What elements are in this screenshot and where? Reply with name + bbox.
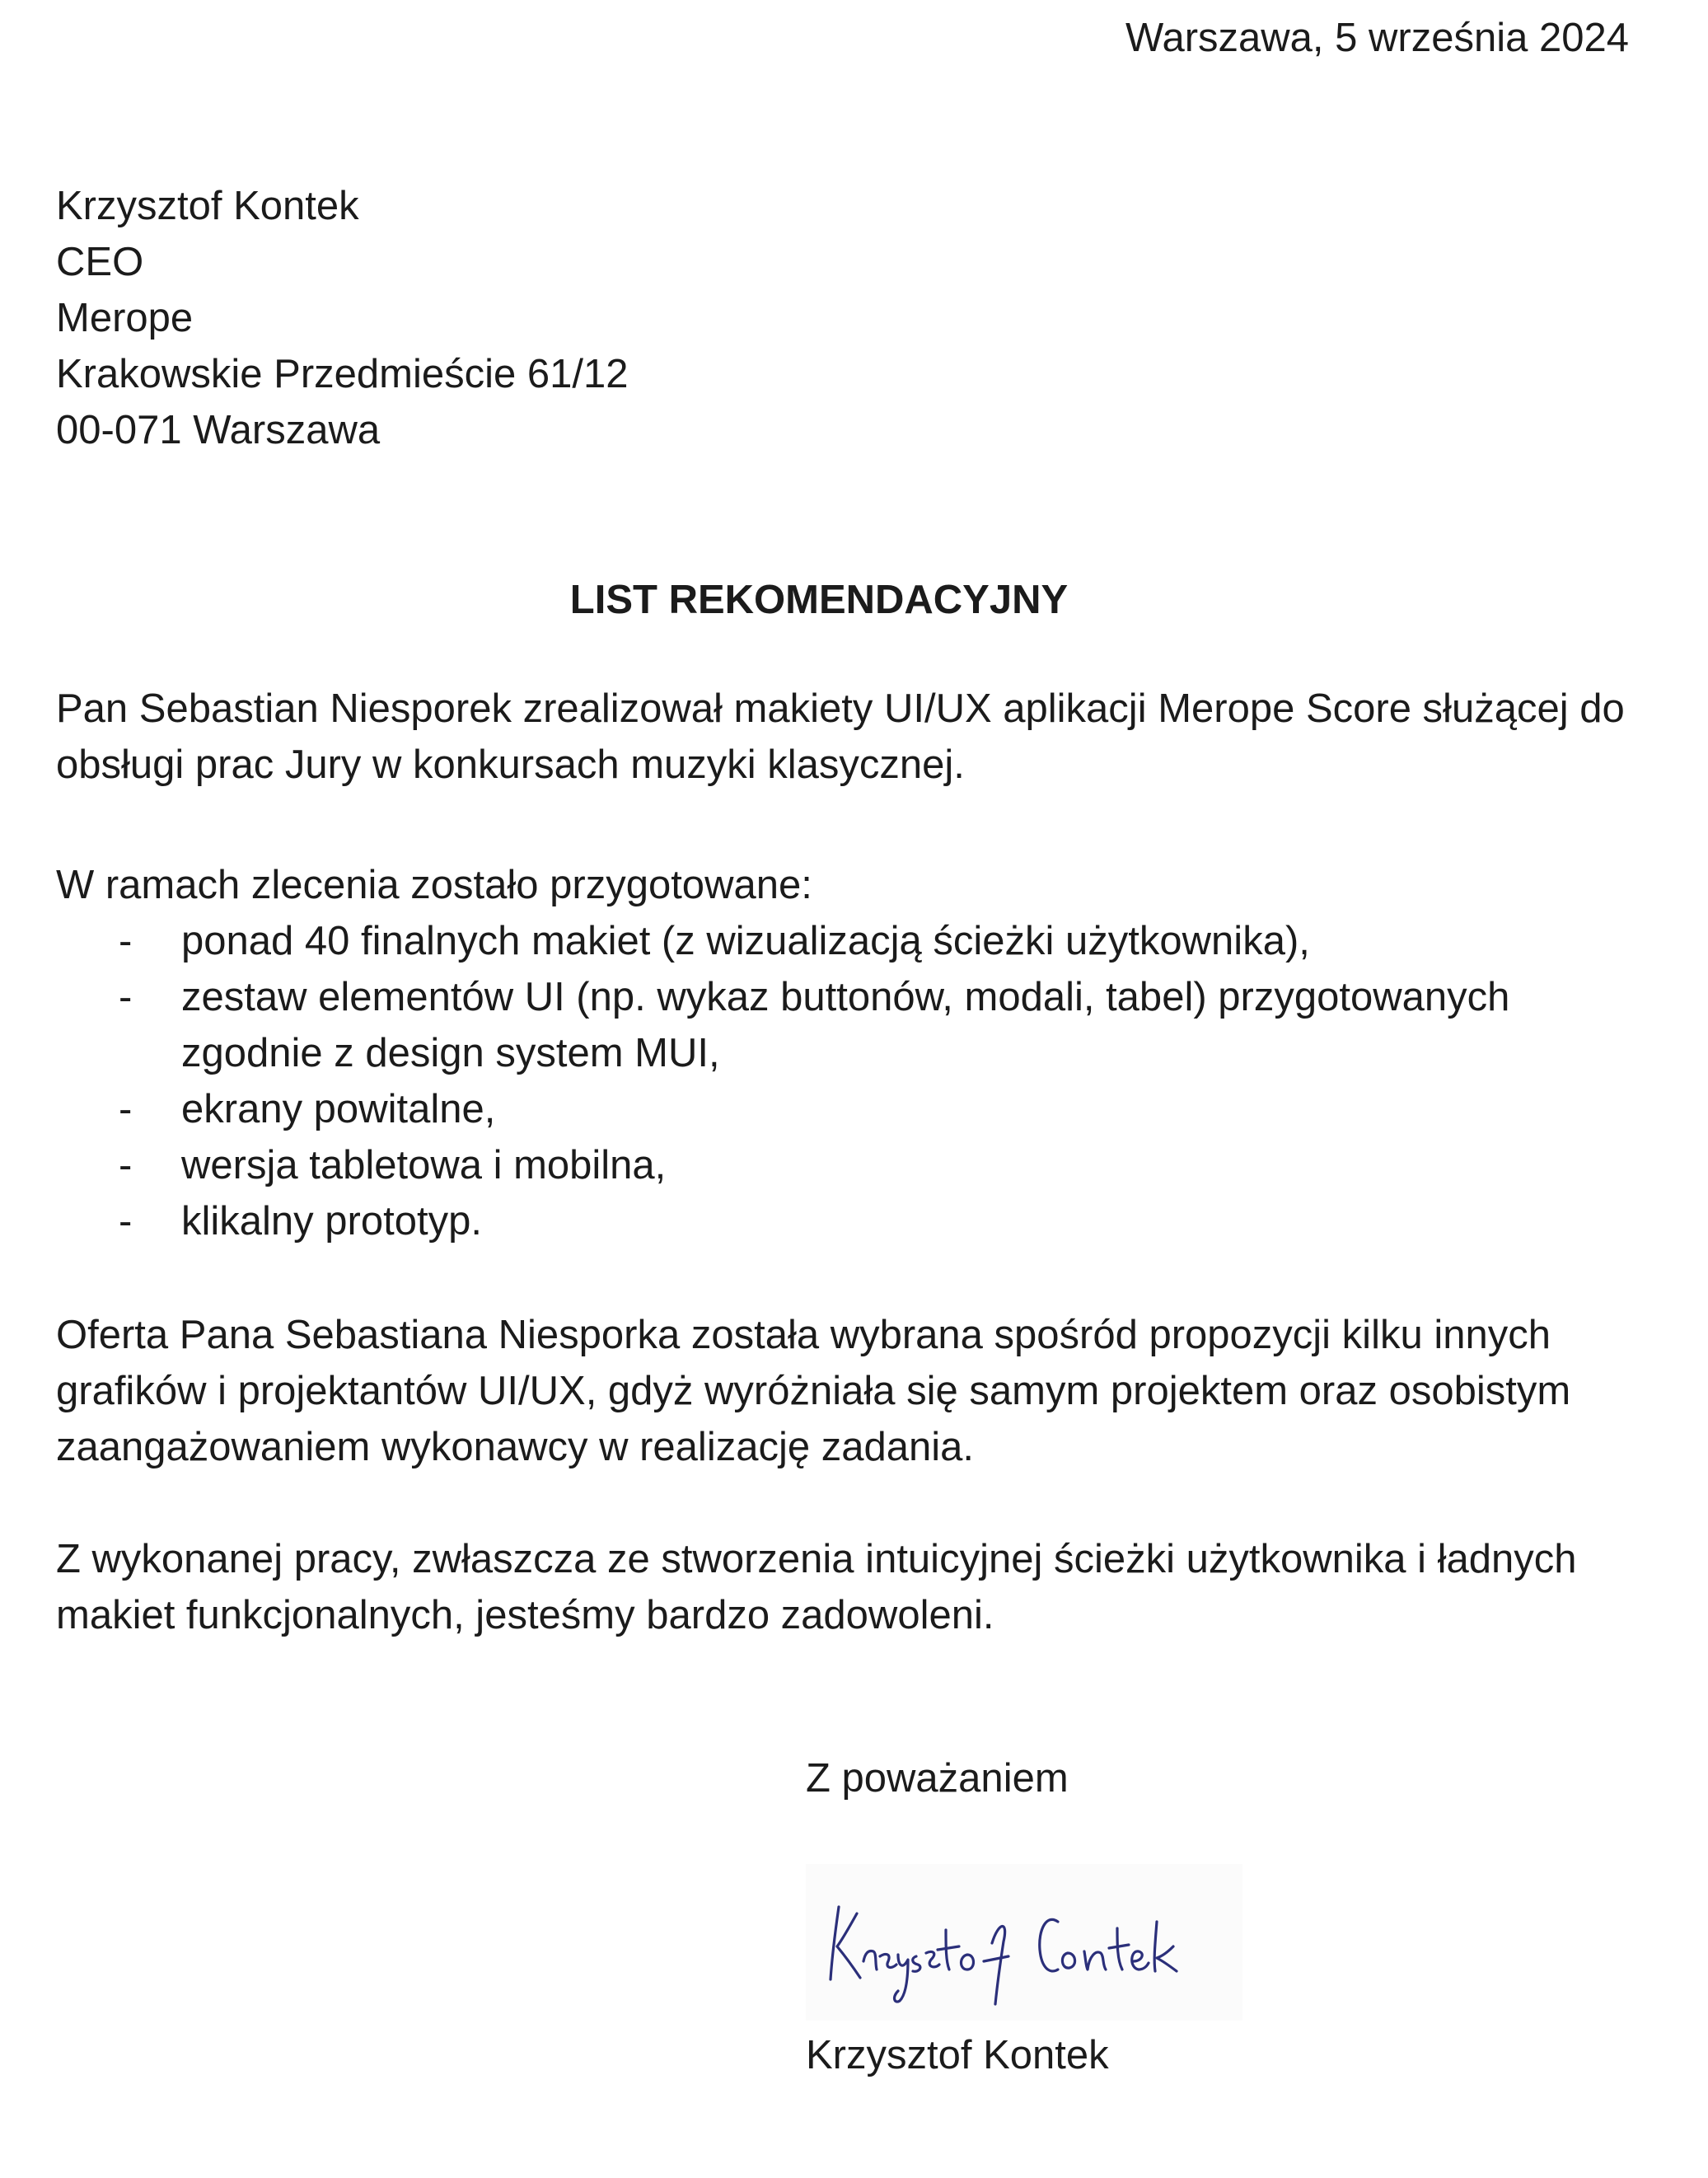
recipient-position: CEO <box>56 240 144 284</box>
closing-phrase: Z poważaniem <box>806 1756 1069 1801</box>
deliverables-list <box>56 913 1638 1249</box>
recipient-address <box>56 178 628 458</box>
recipient-street: Krakowskie Przedmieście 61/12 <box>56 352 629 396</box>
list-item-text: ponad 40 finalnych makiet (z wizualizacją ścieżki użytkownika), <box>181 919 1310 963</box>
bullet-dash: - <box>119 975 133 1019</box>
recipient-city: 00-071 Warszawa <box>56 408 381 452</box>
list-item-text: wersja tabletowa i mobilna, <box>181 1143 667 1187</box>
letter-title-text: LIST REKOMENDACYJNY <box>569 578 1069 622</box>
bullet-dash: - <box>119 1087 133 1131</box>
recipient-company: Merope <box>56 296 194 340</box>
satisfaction-paragraph: Z wykonanej pracy, zwłaszcza ze stworzenia intuicyjnej ścieżki użytkownika i ładnych makiet funkcjonalnych, jesteśmy bardzo zadowoleni. <box>56 1537 1577 1637</box>
list-item-text: zestaw elementów UI (np. wykaz buttonów, modali, tabel) przygotowanych zgodnie z design system MUI, <box>181 975 1510 1075</box>
list-item-text: klikalny prototyp. <box>181 1199 482 1244</box>
list-item <box>56 913 1638 969</box>
signature-drawing <box>806 1864 1242 2021</box>
recipient-name: Krzysztof Kontek <box>56 184 359 228</box>
list-item <box>56 1193 1638 1249</box>
list-item-text: ekrany powitalne, <box>181 1087 496 1131</box>
list-item <box>56 969 1638 1081</box>
intro-paragraph: Pan Sebastian Niesporek zrealizował makiety UI/UX aplikacji Merope Score służącej do obsługi prac Jury w konkursach muzyki klasycznej. <box>56 686 1625 787</box>
letter-title <box>0 572 1708 628</box>
list-intro: W ramach zlecenia zostało przygotowane: <box>56 863 812 907</box>
handwritten-signature <box>806 1864 1242 2021</box>
list-item <box>56 1137 1638 1193</box>
offer-paragraph: Oferta Pana Sebastiana Niesporka została wybrana spośród propozycji kilku innych grafików i projektantów UI/UX, gdyż wyróżniała się samym projektem oraz osobistym zaangażowaniem wykonawcy w realizację zadania. <box>56 1313 1571 1469</box>
signer-name: Krzysztof Kontek <box>806 2033 1109 2077</box>
bullet-dash: - <box>119 1199 133 1244</box>
bullet-dash: - <box>119 1143 133 1187</box>
letter-date: Warszawa, 5 września 2024 <box>1125 16 1629 60</box>
bullet-dash: - <box>119 919 133 963</box>
list-item <box>56 1081 1638 1137</box>
